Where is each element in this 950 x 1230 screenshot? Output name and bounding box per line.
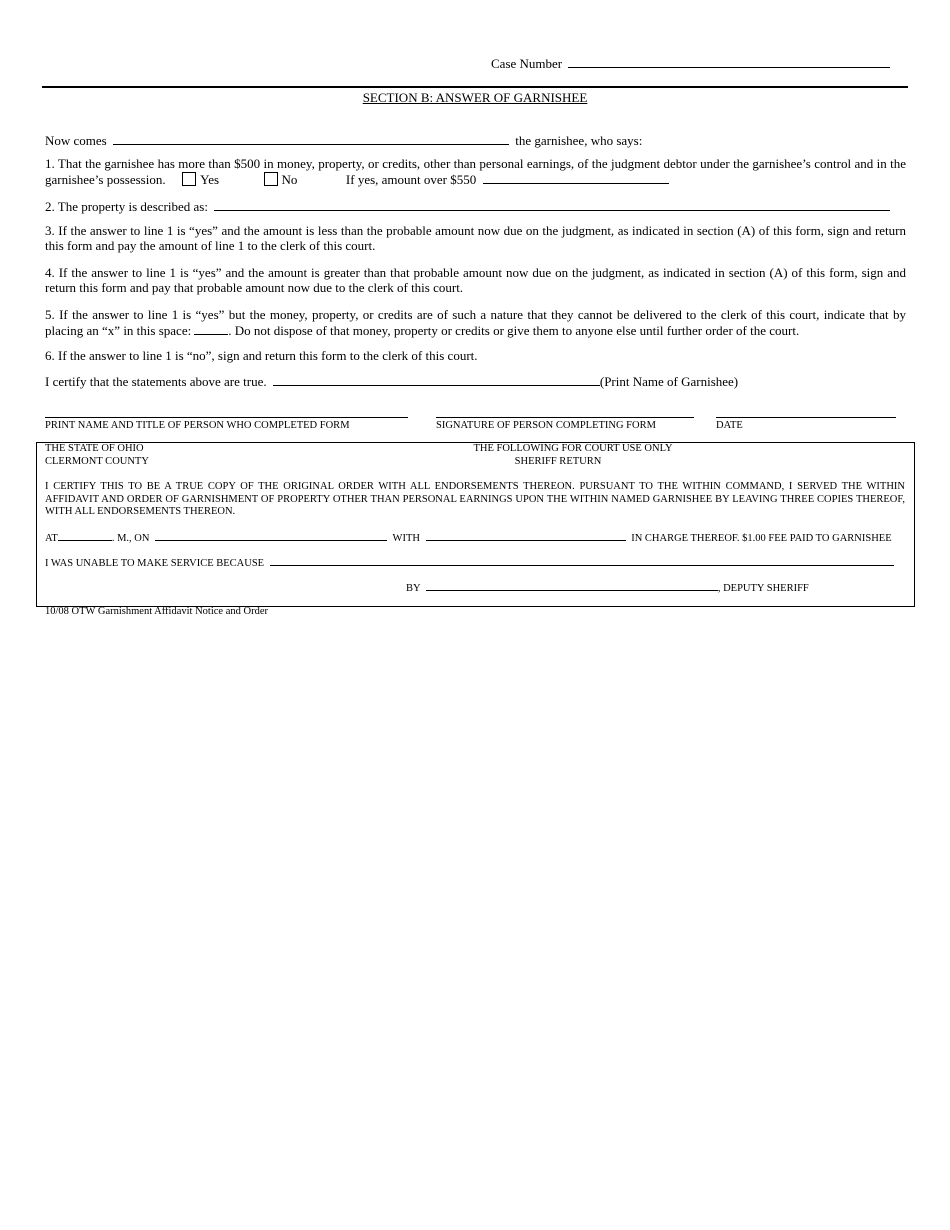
- amount-label: If yes, amount over $550: [345, 172, 477, 187]
- no-checkbox[interactable]: [264, 172, 278, 186]
- unable-reason-field[interactable]: [270, 555, 894, 566]
- item-3: 3. If the answer to line 1 is “yes” and the amount is less than the probable amount now due on the judgment, as indicated in section (A) of this form, sign and return this form and pay the amount of line 1 to the clerk of this court.: [45, 223, 906, 253]
- now-comes-suffix: the garnishee, who says:: [515, 133, 643, 148]
- by-label: BY: [406, 583, 421, 594]
- amount-field[interactable]: [483, 171, 669, 184]
- date-label: DATE: [716, 420, 743, 431]
- certify-row: [45, 373, 738, 389]
- court-use-label: THE FOLLOWING FOR COURT USE ONLY: [473, 443, 673, 454]
- item-5-x-field[interactable]: [194, 322, 228, 335]
- print-name-line[interactable]: [45, 417, 408, 418]
- case-number-label: Case Number: [491, 56, 563, 71]
- header-divider: [42, 86, 908, 88]
- service-date-field[interactable]: [155, 530, 387, 541]
- case-number-row: [491, 55, 893, 71]
- in-charge-label: IN CHARGE THEREOF. $1.00 FEE PAID TO GARNISHEE: [631, 533, 892, 544]
- served-person-field[interactable]: [426, 530, 626, 541]
- certify-label: I certify that the statements above are true.: [45, 374, 267, 389]
- service-row: [45, 530, 905, 546]
- deputy-sheriff-field[interactable]: [426, 580, 718, 591]
- item-6: 6. If the answer to line 1 is “no”, sign and return this form to the clerk of this court.: [45, 348, 478, 363]
- yes-label: Yes: [200, 172, 220, 187]
- with-label: WITH: [392, 533, 420, 544]
- date-line[interactable]: [716, 417, 896, 418]
- at-label: AT: [45, 533, 58, 544]
- signature-label: SIGNATURE OF PERSON COMPLETING FORM: [436, 420, 656, 431]
- county-label: CLERMONT COUNTY: [45, 456, 149, 467]
- item-2-label: 2. The property is described as:: [45, 199, 208, 214]
- footer-text: 10/08 OTW Garnishment Affidavit Notice and Order: [45, 606, 268, 617]
- now-comes-label: Now comes: [45, 133, 107, 148]
- item-1-text: 1. That the garnishee has more than $500 in money, property, or credits, other than personal earnings, of the judgment debtor under the garnishee’s control and in the garnishee’s possession.: [45, 156, 906, 187]
- section-title: SECTION B: ANSWER OF GARNISHEE: [362, 90, 588, 105]
- unable-row: [45, 555, 905, 571]
- section-title-wrap: [0, 90, 950, 105]
- item-5-part2: . Do not dispose of that money, property or credits or give them to anyone else until further order of the court.: [228, 323, 800, 338]
- m-on-label: . M., ON: [111, 533, 150, 544]
- item-5: [45, 307, 906, 338]
- print-name-label: PRINT NAME AND TITLE OF PERSON WHO COMPLETED FORM: [45, 420, 350, 431]
- garnishee-name-field[interactable]: [113, 132, 509, 145]
- state-label: THE STATE OF OHIO: [45, 443, 144, 454]
- garnishee-print-name-field[interactable]: [273, 373, 600, 386]
- signature-line[interactable]: [436, 417, 694, 418]
- no-label: No: [281, 172, 298, 187]
- item-5-part1: 5. If the answer to line 1 is “yes” but the money, property, or credits are of such a nature that they cannot be delivered to the clerk of this court, indicate that by placing an “x” in this space:: [45, 307, 906, 338]
- case-number-field[interactable]: [568, 55, 890, 68]
- sheriff-return-label: SHERIFF RETURN: [514, 456, 602, 467]
- item-2: [45, 198, 906, 214]
- item-4: 4. If the answer to line 1 is “yes” and the amount is greater than that probable amount now due on the judgment, as indicated in section (A) of this form, sign and return this form and pay that probable amount now due to the clerk of this court.: [45, 265, 906, 295]
- sheriff-certify-text: I CERTIFY THIS TO BE A TRUE COPY OF THE ORIGINAL ORDER WITH ALL ENDORSEMENTS THEREON. PURSUANT TO THE WITHIN COMMAND, I SERVED THE WITHIN AFFIDAVIT AND ORDER OF GARNISHMENT OF PROPERTY OTHER THAN PERSONAL EARNINGS UPON THE WITHIN NAMED GARNISHEE BY LEAVING THREE COPIES THEREOF, WITH ALL ENDORSEMENTS THEREON.: [45, 481, 905, 517]
- certify-suffix: (Print Name of Garnishee): [599, 374, 739, 389]
- deputy-label: , DEPUTY SHERIFF: [717, 583, 809, 594]
- item-1: [45, 156, 906, 187]
- yes-checkbox[interactable]: [182, 172, 196, 186]
- property-description-field[interactable]: [214, 198, 890, 211]
- time-field[interactable]: [58, 530, 112, 541]
- unable-label: I WAS UNABLE TO MAKE SERVICE BECAUSE: [45, 558, 265, 569]
- by-row: [406, 580, 809, 596]
- now-comes-row: [45, 132, 642, 148]
